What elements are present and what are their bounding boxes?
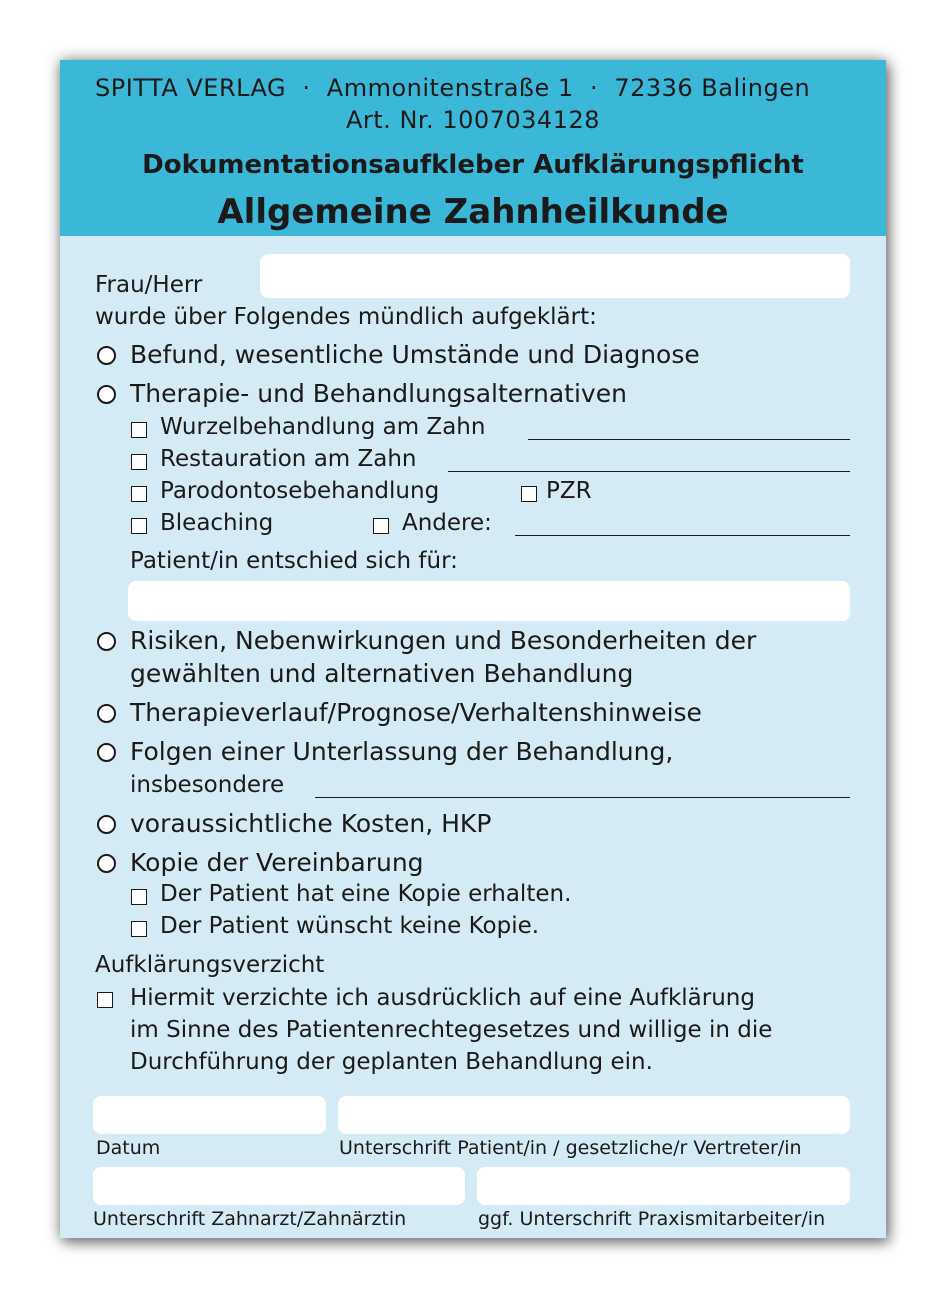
sticker-subtitle: Allgemeine Zahnheilkunde [217,192,729,232]
verzicht-checkbox[interactable] [97,992,113,1008]
kopie-radio[interactable] [97,854,116,873]
kosten-label: voraussichtliche Kosten, HKP [130,809,492,838]
andere-label: Andere: [402,510,492,536]
documentation-sticker [60,60,886,1238]
bleaching-checkbox[interactable] [131,518,147,534]
therapie-radio[interactable] [97,385,116,404]
folgen-line[interactable] [315,797,850,798]
sticker-title: Dokumentationsaufkleber Aufklärungspflicht [142,150,804,180]
patient-name-field[interactable] [260,254,850,298]
kopie-label: Kopie der Vereinbarung [130,848,424,877]
patient-signature-field[interactable] [338,1096,850,1134]
zahnarzt-signature-label: Unterschrift Zahnarzt/Zahnärztin [93,1208,407,1230]
publisher-line: SPITTA VERLAG · Ammonitenstraße 1 · 72336 Balingen [95,74,811,102]
befund-label: Befund, wesentliche Umstände und Diagnose [130,340,700,369]
verlauf-label: Therapieverlauf/Prognose/Verhaltenshinweise [130,698,702,727]
befund-radio[interactable] [97,346,116,365]
verlauf-radio[interactable] [97,704,116,723]
folgen-label-2: insbesondere [130,772,285,798]
wurzel-checkbox[interactable] [131,422,147,438]
wurzel-label: Wurzelbehandlung am Zahn [160,414,486,440]
risiken-label-2: gewählten und alternativen Behandlung [130,659,634,688]
therapie-label: Therapie- und Behandlungsalternativen [130,379,627,408]
folgen-label-1: Folgen einer Unterlassung der Behandlung, [130,737,674,766]
wurzel-line[interactable] [528,439,850,440]
datum-label: Datum [96,1137,161,1159]
restauration-label: Restauration am Zahn [160,446,417,472]
restauration-line[interactable] [448,471,850,472]
name-label: Frau/Herr [95,272,203,298]
parodontose-checkbox[interactable] [131,486,147,502]
folgen-radio[interactable] [97,743,116,762]
andere-checkbox[interactable] [373,518,389,534]
risiken-label-1: Risiken, Nebenwirkungen und Besonderheiten der [130,626,757,655]
risiken-radio[interactable] [97,632,116,651]
kopie-keine-checkbox[interactable] [131,921,147,937]
pzr-label: PZR [546,478,592,504]
parodontose-label: Parodontosebehandlung [160,478,440,504]
decision-field[interactable] [128,581,850,621]
informed-text: wurde über Folgendes mündlich aufgeklärt: [95,304,597,330]
verzicht-line-3: Durchführung der geplanten Behandlung ein. [130,1049,653,1075]
datum-field[interactable] [93,1096,326,1134]
kopie-keine-label: Der Patient wünscht keine Kopie. [160,913,540,939]
mitarbeiter-signature-field[interactable] [477,1167,850,1205]
kopie-erhalten-label: Der Patient hat eine Kopie erhalten. [160,881,572,907]
verzicht-line-2: im Sinne des Patientenrechtegesetzes und willige in die [130,1017,773,1043]
andere-line[interactable] [515,535,850,536]
decision-label: Patient/in entschied sich für: [130,548,458,574]
pzr-checkbox[interactable] [521,486,537,502]
kopie-erhalten-checkbox[interactable] [131,889,147,905]
restauration-checkbox[interactable] [131,454,147,470]
sticker-header [60,60,886,236]
patient-signature-label: Unterschrift Patient/in / gesetzliche/r Vertreter/in [339,1137,802,1159]
verzicht-heading: Aufklärungsverzicht [95,952,325,978]
kosten-radio[interactable] [97,815,116,834]
bleaching-label: Bleaching [160,510,274,536]
article-number: Art. Nr. 1007034128 [345,106,601,134]
zahnarzt-signature-field[interactable] [93,1167,465,1205]
mitarbeiter-signature-label: ggf. Unterschrift Praxismitarbeiter/in [478,1208,826,1230]
verzicht-line-1: Hiermit verzichte ich ausdrücklich auf eine Aufklärung [130,985,755,1011]
